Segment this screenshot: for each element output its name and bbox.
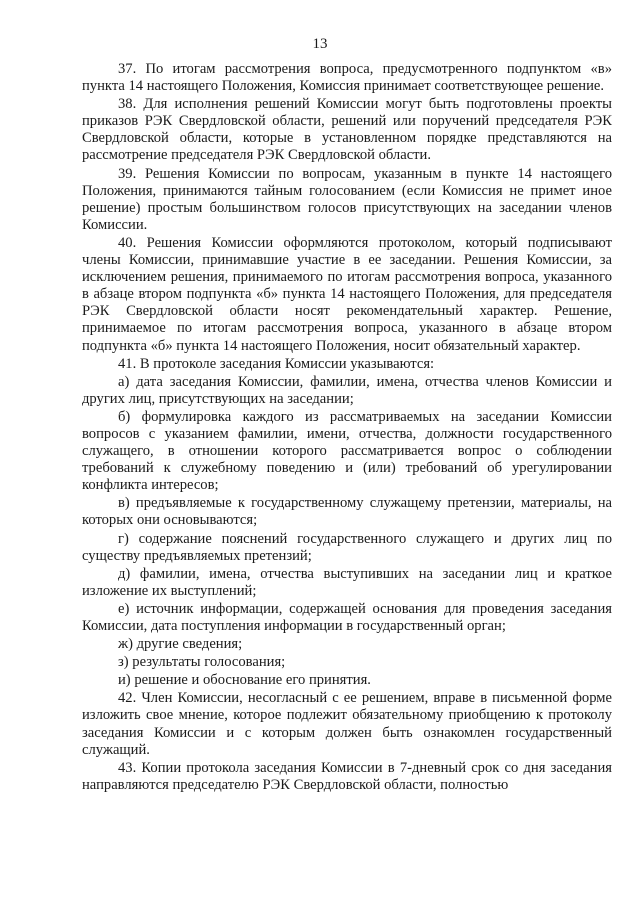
- list-item-zh: ж) другие сведения;: [118, 636, 243, 653]
- paragraph-37: 37. По итогам рассмотрения вопроса, предусмотренного подпунктом «в» пункта 14 настоящего Положения, Комиссия принимает соответствующее решение.: [82, 61, 612, 95]
- paragraph-38: 38. Для исполнения решений Комиссии могут быть подготовлены проекты приказов РЭК Свердловской области, решений или поручений председателя РЭК Свердловской области, которые в установленном порядке представляются на рассмотрение председателя РЭК Свердловской области.: [82, 96, 612, 164]
- paragraph-42: 42. Член Комиссии, несогласный с ее решением, вправе в письменной форме изложить свое мнение, которое подлежит обязательному приобщению к протоколу заседания Комиссии и с которым должен быть ознакомлен государственный служащий.: [82, 690, 612, 758]
- list-item-i: и) решение и обоснование его принятия.: [118, 672, 371, 689]
- document-body: [82, 61, 612, 795]
- page-number: 13: [312, 36, 328, 52]
- paragraph-39: 39. Решения Комиссии по вопросам, указанным в пункте 14 настоящего Положения, принимаются тайным голосованием (если Комиссия не примет иное решение) простым большинством голосов присутствующих на заседании членов Комиссии.: [82, 165, 612, 233]
- list-item-b: б) формулировка каждого из рассматриваемых на заседании Комиссии вопросов с указанием фамилии, имени, отчества, должности государственного служащего, в отношении которого рассматривается вопрос о соблюдении требований к служебному поведению и (или) требований об урегулировании конфликта интересов;: [82, 408, 612, 494]
- list-item-z: з) результаты голосования;: [118, 654, 286, 671]
- paragraph-43: 43. Копии протокола заседания Комиссии в 7-дневный срок со дня заседания направляются председателю РЭК Свердловской области, полностью: [82, 759, 612, 793]
- list-item-a: а) дата заседания Комиссии, фамилии, имена, отчества членов Комиссии и других лиц, присутствующих на заседании;: [82, 373, 612, 407]
- paragraph-40: 40. Решения Комиссии оформляются протоколом, который подписывают члены Комиссии, принимавшие участие в ее заседании. Решения Комиссии, за исключением решения, принимаемого по итогам рассмотрения вопроса, указанного в абзаце втором подпункта «б» пункта 14 настоящего Положения, для председателя РЭК Свердловской области носят рекомендательный характер. Решение, принимаемое по итогам рассмотрения вопроса, указанного в абзаце втором подпункта «б» пункта 14 настоящего Положения, носит обязательный характер.: [82, 234, 612, 354]
- paragraph-41: 41. В протоколе заседания Комиссии указываются:: [118, 355, 435, 372]
- list-item-e: е) источник информации, содержащей основания для проведения заседания Комиссии, дата поступления информации в государственный орган;: [82, 600, 612, 634]
- list-item-g: г) содержание пояснений государственного служащего и других лиц по существу предъявляемых претензий;: [82, 530, 612, 564]
- list-item-v: в) предъявляемые к государственному служащему претензии, материалы, на которых они основываются;: [82, 495, 612, 529]
- list-item-d: д) фамилии, имена, отчества выступивших на заседании лиц и краткое изложение их выступлений;: [82, 565, 612, 599]
